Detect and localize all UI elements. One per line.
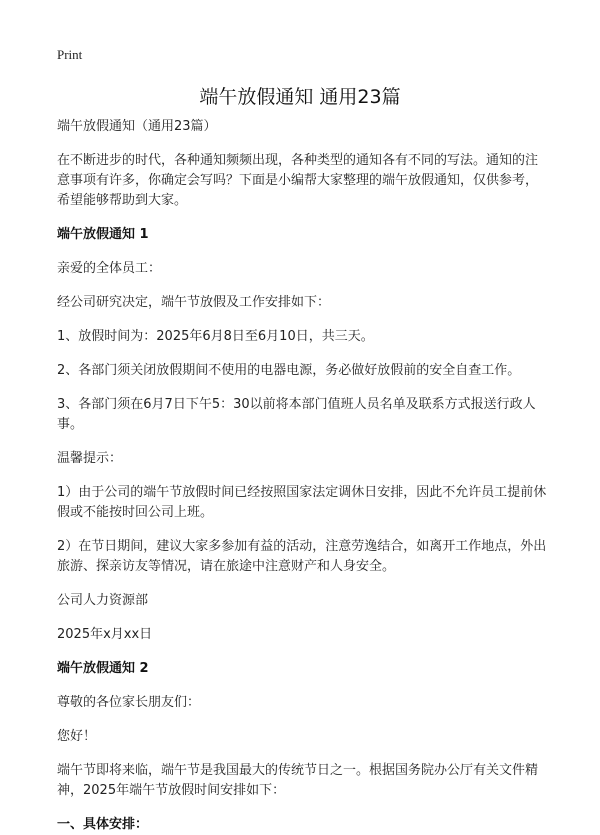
signature: 公司人力资源部 [57,593,149,608]
greeting-1: 亲爱的全体员工： [57,261,162,276]
intro-paragraph: 在不断进步的时代，各种通知频频出现，各种类型的通知各有不同的写法。通知的注意事项有许多，你确定会写吗？下面是小编帮大家整理的端午放假通知，仅供参考，希望能够帮助到大家。 [57,153,539,208]
arrangement-item-2: 2、各部门须关闭放假期间不使用的电器电源，务必做好放假前的安全自查工作。 [57,363,521,378]
section-heading-1: 端午放假通知 1 [57,227,149,242]
article-subtitle: 端午放假通知（通用23篇） [57,119,217,134]
arrangement-item-3: 3、各部门须在6月7日下午5：30以前将本部门值班人员名单及联系方式报送行政人事。 [57,397,536,432]
arrangement-item-1: 1、放假时间为：2025年6月8日至6月10日，共三天。 [57,329,374,344]
tip-item-2: 2）在节日期间，建议大家多参加有益的活动，注意劳逸结合，如离开工作地点，外出旅游、探亲访友等情况，请在旅途中注意财产和人身安全。 [57,539,547,574]
print-link[interactable]: Print [57,47,83,62]
tips-label: 温馨提示： [57,451,123,466]
section-heading-2: 端午放假通知 2 [57,661,149,676]
tip-item-1: 1）由于公司的端午节放假时间已经按照国家法定调休日安排，因此不允许员工提前休假或不能按时回公司上班。 [57,485,547,520]
notice-date: 2025年x月xx日 [57,627,153,642]
body-paragraph-2: 端午节即将来临，端午节是我国最大的传统节日之一。根据国务院办公厅有关文件精神，2025年端午节放假时间安排如下： [57,763,539,798]
subheading-arrangement: 一、具体安排： [57,817,149,832]
lead-paragraph-1: 经公司研究决定，端午节放假及工作安排如下： [57,295,331,310]
article-body [57,117,549,835]
hello-line: 您好！ [57,729,97,744]
greeting-2: 尊敬的各位家长朋友们： [57,695,201,710]
page-title: 端午放假通知 通用23篇 [199,86,401,108]
